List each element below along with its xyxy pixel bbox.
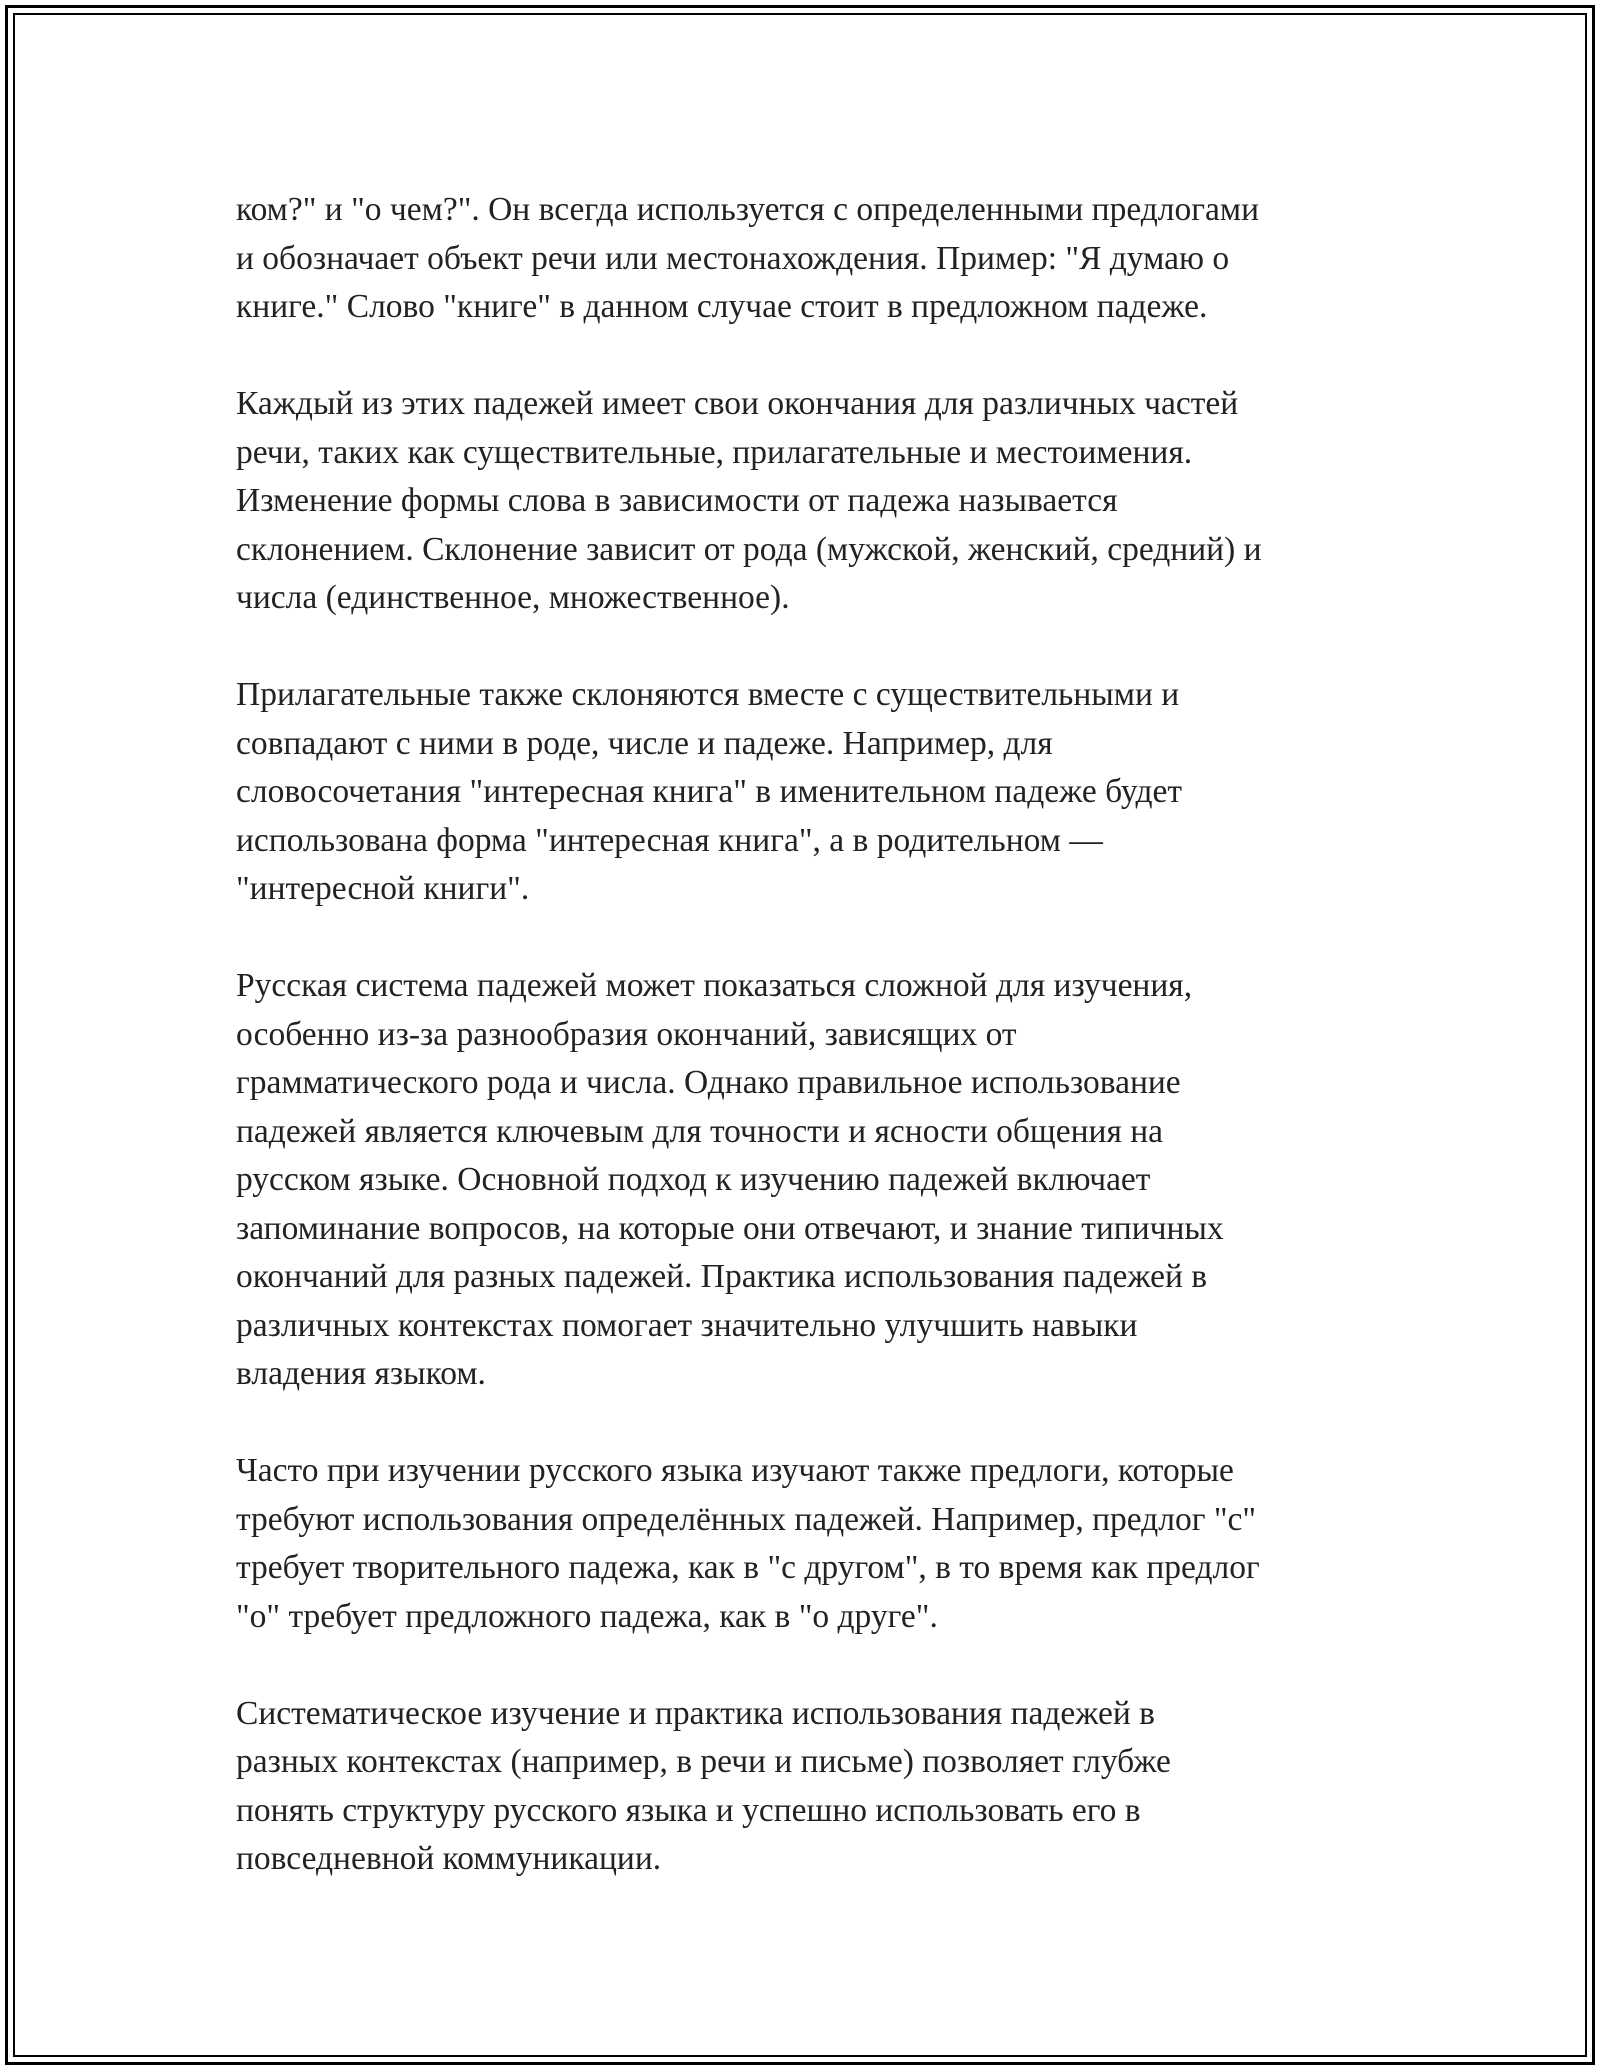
text-line: ком?" и "о чем?". Он всегда используется с определенными предлогами bbox=[236, 191, 1259, 228]
text-line: Русская система падежей может показаться сложной для изучения, bbox=[236, 967, 1193, 1004]
text-line: окончаний для разных падежей. Практика использования падежей в bbox=[236, 1258, 1208, 1295]
paragraph bbox=[236, 380, 1396, 623]
text-line: склонением. Склонение зависит от рода (мужской, женский, средний) и bbox=[236, 530, 1262, 568]
text-line: Систематическое изучение и практика использования падежей в bbox=[236, 1694, 1155, 1732]
text-line: особенно из-за разнообразия окончаний, зависящих от bbox=[236, 1015, 1017, 1053]
text-line: запоминание вопросов, на которые они отвечают, и знание типичных bbox=[236, 1209, 1224, 1247]
text-line: книге." Слово "книге" в данном случае стоит в предложном падеже. bbox=[236, 288, 1208, 325]
paragraph bbox=[236, 1690, 1396, 1884]
text-line: числа (единственное, множественное). bbox=[236, 579, 790, 616]
text-line: Каждый из этих падежей имеет свои окончания для различных частей bbox=[236, 385, 1239, 422]
text-line: владения языком. bbox=[236, 1355, 486, 1392]
text-line: Прилагательные также склоняются вместе с существительными и bbox=[236, 676, 1180, 713]
text-line: "о" требует предложного падежа, как в "о друге". bbox=[236, 1597, 938, 1635]
text-line: речи, таких как существительные, прилагательные и местоимения. bbox=[236, 433, 1193, 471]
text-line: падежей является ключевым для точности и ясности общения на bbox=[236, 1112, 1164, 1150]
text-line: словосочетания "интересная книга" в именительном падеже будет bbox=[236, 773, 1183, 810]
text-line: понять структуру русского языка и успешно использовать его в bbox=[236, 1791, 1141, 1829]
text-line: совпадают с ними в роде, числе и падеже. Например, для bbox=[236, 724, 1053, 762]
paragraph bbox=[236, 962, 1396, 1399]
text-line: требуют использования определённых падежей. Например, предлог "с" bbox=[236, 1500, 1257, 1538]
text-line: различных контекстах помогает значительно улучшить навыки bbox=[236, 1306, 1138, 1344]
text-line: Часто при изучении русского языка изучают также предлоги, которые bbox=[236, 1452, 1234, 1489]
text-line: грамматического рода и числа. Однако правильное использование bbox=[236, 1064, 1181, 1101]
paragraph bbox=[236, 671, 1396, 914]
paragraph bbox=[236, 1447, 1396, 1641]
text-line: русском языке. Основной подход к изучению падежей включает bbox=[236, 1161, 1151, 1198]
text-line: и обозначает объект речи или местонахождения. Пример: "Я думаю о bbox=[236, 239, 1230, 277]
text-line: "интересной книги". bbox=[236, 870, 530, 907]
text-line: требует творительного падежа, как в "с другом", в то время как предлог bbox=[236, 1549, 1260, 1586]
text-line: использована форма "интересная книга", а в родительном — bbox=[236, 821, 1103, 859]
text-line: Изменение формы слова в зависимости от падежа называется bbox=[236, 482, 1118, 519]
document-body bbox=[236, 186, 1396, 1932]
text-line: повседневной коммуникации. bbox=[236, 1840, 662, 1877]
text-line: разных контекстах (например, в речи и письме) позволяет глубже bbox=[236, 1743, 1171, 1780]
paragraph bbox=[236, 186, 1396, 332]
